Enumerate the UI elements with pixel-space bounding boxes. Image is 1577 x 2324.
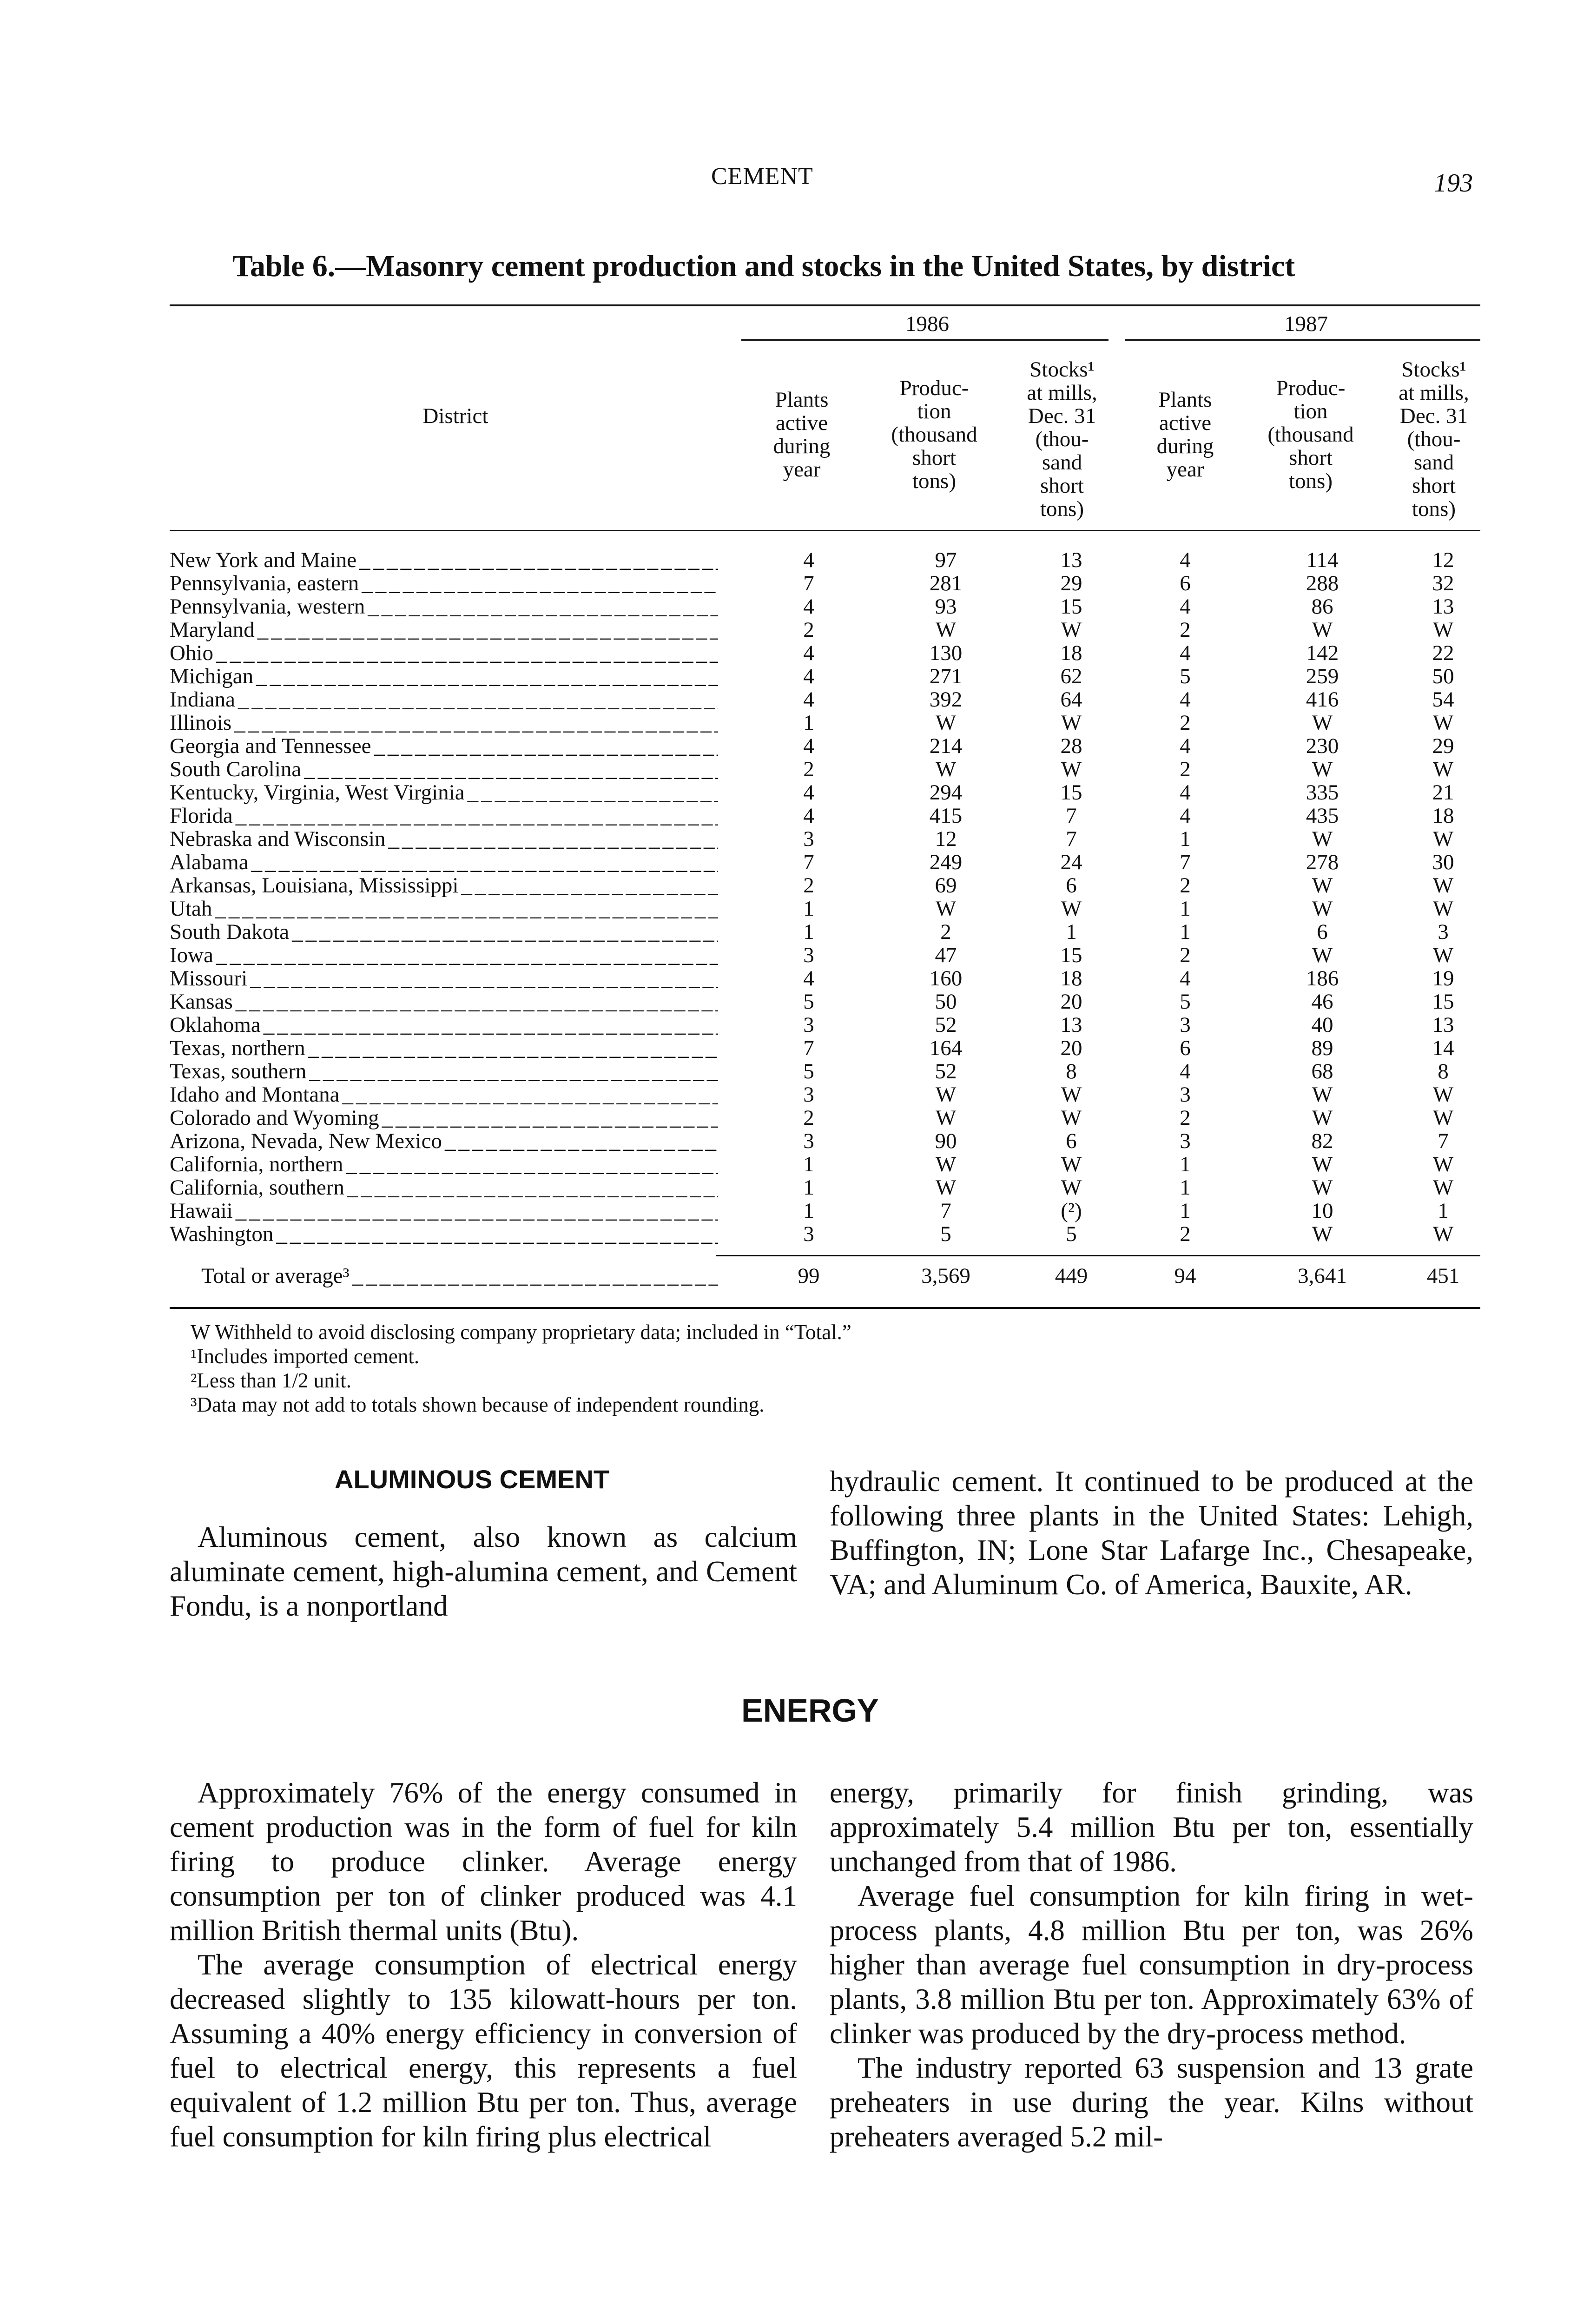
table-row	[170, 1083, 1480, 1106]
district-name: Colorado and Wyoming _____	[170, 1106, 718, 1129]
stocks-1987-cell: 50	[1432, 664, 1454, 688]
table-row	[170, 1060, 1480, 1083]
plants-1987-cell: 4	[1180, 780, 1191, 805]
district-name: Nebraska and Wisconsin _____	[170, 827, 718, 851]
district-name: Ohio _____	[170, 641, 718, 665]
table-row	[170, 1153, 1480, 1176]
stocks-1986-cell: 15	[1060, 594, 1082, 619]
production-1987-cell: W	[1312, 827, 1333, 851]
energy-left-column	[170, 1776, 797, 2154]
stocks-1987-cell: W	[1432, 757, 1454, 781]
plants-1986-cell: 3	[803, 827, 814, 851]
production-1987-cell: 68	[1311, 1059, 1333, 1083]
table-row	[170, 1106, 1480, 1129]
production-1986-cell: W	[935, 897, 957, 921]
stocks-1987-cell: 8	[1438, 1059, 1449, 1083]
production-1987-cell: 186	[1306, 966, 1339, 990]
stocks-1986-cell: 18	[1060, 966, 1082, 990]
plants-1987-cell: 5	[1180, 664, 1191, 688]
plants-1987-cell: 1	[1180, 1175, 1191, 1200]
table-row	[170, 1176, 1480, 1199]
plants-header-1986: Plants active during year	[773, 388, 831, 482]
production-1987-cell: W	[1312, 943, 1333, 967]
stocks-1987-cell: W	[1432, 1175, 1454, 1200]
footnote-w: W Withheld to avoid disclosing company proprietary data; included in “Total.”	[191, 1320, 851, 1344]
production-1987-cell: W	[1312, 897, 1333, 921]
stocks-1987-cell: 18	[1432, 804, 1454, 828]
plants-1986-cell: 7	[803, 571, 814, 595]
total-row	[170, 1262, 1480, 1290]
production-1986-cell: 214	[929, 734, 963, 758]
district-name: California, southern _____	[170, 1176, 718, 1199]
plants-1986-cell: 3	[803, 943, 814, 967]
table-body	[170, 548, 1480, 1246]
stocks-1987-cell: 15	[1432, 990, 1454, 1014]
plants-1987-cell: 3	[1180, 1129, 1191, 1153]
plants-1986-cell: 5	[803, 1059, 814, 1083]
plants-1987-cell: 4	[1180, 804, 1191, 828]
plants-1986-cell: 3	[803, 1013, 814, 1037]
production-1987-cell: 114	[1306, 548, 1339, 572]
district-name: Texas, northern _____	[170, 1037, 718, 1060]
production-1986-cell: 271	[929, 664, 963, 688]
plants-1987-cell: 3	[1180, 1013, 1191, 1037]
plants-1986-cell: 4	[803, 780, 814, 805]
production-header-1986: Produc- tion (thousand short tons)	[891, 376, 977, 493]
stocks-1986-cell: 7	[1066, 804, 1077, 828]
district-name: New York and Maine _____	[170, 548, 718, 572]
district-name: Pennsylvania, western _____	[170, 595, 718, 618]
production-1987-cell: W	[1312, 1152, 1333, 1176]
stocks-1986-cell: 15	[1060, 943, 1082, 967]
stocks-1987-cell: 19	[1432, 966, 1454, 990]
table-row	[170, 851, 1480, 874]
production-1986-cell: W	[935, 1106, 957, 1130]
stocks-1986-cell: 7	[1066, 827, 1077, 851]
stocks-1986-cell: 18	[1060, 641, 1082, 665]
production-1987-cell: 6	[1317, 920, 1328, 944]
stocks-header-1987: Stocks¹ at mills, Dec. 31 (thou- sand short tons)	[1399, 357, 1469, 521]
plants-1987-cell: 1	[1180, 827, 1191, 851]
plants-1987-cell: 1	[1180, 897, 1191, 921]
stocks-1987-cell: W	[1432, 1083, 1454, 1107]
production-1987-cell: 46	[1311, 990, 1333, 1014]
district-name: Oklahoma _____	[170, 1013, 718, 1037]
table-row	[170, 758, 1480, 781]
table-row	[170, 874, 1480, 897]
district-name: Missouri _____	[170, 967, 718, 990]
district-name: Maryland _____	[170, 618, 718, 641]
stocks-1986-cell: 20	[1060, 990, 1082, 1014]
stocks-1986-cell: 13	[1060, 1013, 1082, 1037]
production-1987-cell: 40	[1311, 1013, 1333, 1037]
stocks-1987-cell: 3	[1438, 920, 1449, 944]
plants-1986-cell: 1	[803, 920, 814, 944]
district-name: Hawaii _____	[170, 1199, 718, 1222]
stocks-1987-cell: W	[1432, 1106, 1454, 1130]
plants-1986-cell: 4	[803, 664, 814, 688]
stocks-1986-cell: W	[1061, 1152, 1082, 1176]
aluminous-left-text: Aluminous cement, also known as calcium aluminate cement, high-alumina cement, and Cement Fondu, is a nonportland	[170, 1521, 797, 1622]
plants-1987-cell: 1	[1180, 920, 1191, 944]
stocks-1986-cell: 64	[1060, 687, 1082, 712]
stocks-1986-cell: 1	[1066, 920, 1077, 944]
production-1986-cell: 294	[929, 780, 963, 805]
production-1986-cell: 69	[935, 873, 957, 898]
production-1987-cell: 10	[1311, 1199, 1333, 1223]
district-name: South Carolina _____	[170, 758, 718, 781]
energy-right-column	[830, 1776, 1473, 2154]
stocks-1986-cell: 24	[1060, 850, 1082, 874]
plants-1986-cell: 3	[803, 1129, 814, 1153]
plants-1987-cell: 2	[1180, 1222, 1191, 1246]
production-1986-cell: 50	[935, 990, 957, 1014]
production-1987-cell: W	[1312, 1175, 1333, 1200]
district-name: Iowa _____	[170, 944, 718, 967]
stocks-1986-cell: 6	[1066, 1129, 1077, 1153]
table-top-rule	[170, 304, 1480, 306]
stocks-1986-cell: (²)	[1061, 1199, 1082, 1223]
plants-1987-cell: 2	[1180, 943, 1191, 967]
production-1987-cell: 86	[1311, 594, 1333, 619]
district-name: California, northern _____	[170, 1153, 718, 1176]
plants-1987-cell: 6	[1180, 571, 1191, 595]
plants-1987-cell: 1	[1180, 1152, 1191, 1176]
energy-right-para-2: Average fuel consumption for kiln firing in wet-process plants, 4.8 million Btu per ton, was 26% higher than average fuel consumption in dry-process plants, 3.8 million Btu per ton. Approximately 63% of clinker was produced by the dry-process method.	[830, 1880, 1473, 2050]
production-1986-cell: 281	[929, 571, 963, 595]
production-1986-cell: 164	[929, 1036, 963, 1060]
production-1986-cell: 52	[935, 1059, 957, 1083]
plants-1986-cell: 1	[803, 711, 814, 735]
plants-header-1987: Plants active during year	[1156, 388, 1214, 482]
plants-1987-cell: 6	[1180, 1036, 1191, 1060]
table-row	[170, 734, 1480, 758]
total-stocks-1987: 451	[1426, 1264, 1460, 1288]
table-row	[170, 572, 1480, 595]
energy-left-para-2: The average consumption of electrical energy decreased slightly to 135 kilowatt-hours per ton. Assuming a 40% energy efficiency in conversion of fuel to electrical energy, this represents a fuel equivalent of 1.2 million Btu per ton. Thus, average fuel consumption for kiln firing plus electrical	[170, 1948, 797, 2153]
stocks-1986-cell: W	[1061, 1175, 1082, 1200]
stocks-1987-cell: W	[1432, 1222, 1454, 1246]
table-row	[170, 804, 1480, 827]
stocks-1987-cell: 13	[1432, 594, 1454, 619]
total-production-1987: 3,641	[1298, 1264, 1347, 1288]
total-stocks-1986: 449	[1055, 1264, 1088, 1288]
stocks-1986-cell: 5	[1066, 1222, 1077, 1246]
table-row	[170, 920, 1480, 944]
table-row	[170, 944, 1480, 967]
production-1986-cell: 392	[929, 687, 963, 712]
stocks-1987-cell: 54	[1432, 687, 1454, 712]
district-name: Pennsylvania, eastern _____	[170, 572, 718, 595]
production-1987-cell: 230	[1306, 734, 1339, 758]
header-bottom-rule	[170, 530, 1480, 531]
plants-1987-cell: 2	[1180, 757, 1191, 781]
table-row	[170, 1037, 1480, 1060]
plants-1987-cell: 1	[1180, 1199, 1191, 1223]
stocks-1986-cell: W	[1061, 757, 1082, 781]
stocks-1986-cell: 29	[1060, 571, 1082, 595]
plants-1987-cell: 5	[1180, 990, 1191, 1014]
production-1986-cell: 415	[929, 804, 963, 828]
total-rule	[716, 1255, 1480, 1256]
stocks-1987-cell: W	[1432, 1152, 1454, 1176]
table-row	[170, 711, 1480, 734]
production-1987-cell: 142	[1306, 641, 1339, 665]
production-1987-cell: 259	[1306, 664, 1339, 688]
plants-1987-cell: 4	[1180, 641, 1191, 665]
production-1987-cell: 89	[1311, 1036, 1333, 1060]
production-1986-cell: 130	[929, 641, 963, 665]
stocks-1986-cell: W	[1061, 1106, 1082, 1130]
production-1987-cell: 435	[1306, 804, 1339, 828]
plants-1986-cell: 4	[803, 687, 814, 712]
energy-left-para-1: Approximately 76% of the energy consumed in cement production was in the form of fuel for kiln firing to produce clinker. Average energy consumption per ton of clinker produced was 4.1 million British thermal units (Btu).	[170, 1776, 797, 1947]
district-name: Michigan _____	[170, 665, 718, 688]
production-1986-cell: 47	[935, 943, 957, 967]
plants-1987-cell: 3	[1180, 1083, 1191, 1107]
table-row	[170, 548, 1480, 572]
district-name: Arizona, Nevada, New Mexico _____	[170, 1129, 718, 1153]
running-head: CEMENT	[711, 163, 813, 190]
stocks-1987-cell: 13	[1432, 1013, 1454, 1037]
table-row	[170, 967, 1480, 990]
plants-1986-cell: 2	[803, 757, 814, 781]
stocks-1986-cell: 8	[1066, 1059, 1077, 1083]
plants-1986-cell: 5	[803, 990, 814, 1014]
plants-1987-cell: 2	[1180, 711, 1191, 735]
page-number: 193	[1434, 169, 1473, 198]
production-1987-cell: 416	[1306, 687, 1339, 712]
table-title: Table 6.—Masonry cement production and stocks in the United States, by district	[232, 249, 1295, 283]
table-row	[170, 990, 1480, 1013]
plants-1987-cell: 4	[1180, 687, 1191, 712]
plants-1986-cell: 2	[803, 873, 814, 898]
total-label: Total or average³ _____	[201, 1262, 718, 1290]
plants-1987-cell: 2	[1180, 873, 1191, 898]
table-row	[170, 781, 1480, 804]
stocks-1986-cell: 6	[1066, 873, 1077, 898]
energy-right-para-3: The industry reported 63 suspension and 13 grate preheaters in use during the year. Kilns without preheaters averaged 5.2 mil-	[830, 2052, 1473, 2153]
stocks-1987-cell: 30	[1432, 850, 1454, 874]
plants-1986-cell: 7	[803, 850, 814, 874]
total-plants-1986: 99	[798, 1264, 820, 1288]
rule-1987	[1125, 339, 1480, 341]
table-row	[170, 1222, 1480, 1246]
district-name: Georgia and Tennessee _____	[170, 734, 718, 758]
table-row	[170, 897, 1480, 920]
table-row	[170, 595, 1480, 618]
table-row	[170, 665, 1480, 688]
production-1987-cell: W	[1312, 1222, 1333, 1246]
district-name: Washington _____	[170, 1222, 718, 1246]
plants-1987-cell: 4	[1180, 966, 1191, 990]
stocks-1986-cell: W	[1061, 711, 1082, 735]
production-1987-cell: 82	[1311, 1129, 1333, 1153]
plants-1986-cell: 4	[803, 594, 814, 619]
production-1986-cell: 249	[929, 850, 963, 874]
district-name: Kentucky, Virginia, West Virginia _____	[170, 781, 718, 804]
stocks-1986-cell: 15	[1060, 780, 1082, 805]
stocks-1987-cell: W	[1432, 618, 1454, 642]
stocks-1987-cell: 1	[1438, 1199, 1449, 1223]
plants-1986-cell: 4	[803, 641, 814, 665]
table-row	[170, 1199, 1480, 1222]
plants-1986-cell: 2	[803, 618, 814, 642]
stocks-1987-cell: W	[1432, 711, 1454, 735]
plants-1986-cell: 1	[803, 1152, 814, 1176]
plants-1987-cell: 2	[1180, 1106, 1191, 1130]
table-row	[170, 688, 1480, 711]
plants-1986-cell: 1	[803, 1199, 814, 1223]
production-1987-cell: 278	[1306, 850, 1339, 874]
stocks-1987-cell: 29	[1432, 734, 1454, 758]
rule-1986	[741, 339, 1109, 341]
stocks-1987-cell: 7	[1438, 1129, 1449, 1153]
plants-1986-cell: 3	[803, 1222, 814, 1246]
district-name: Kansas _____	[170, 990, 718, 1013]
district-name: Indiana _____	[170, 688, 718, 711]
plants-1986-cell: 3	[803, 1083, 814, 1107]
production-header-1987: Produc- tion (thousand short tons)	[1267, 376, 1354, 493]
plants-1986-cell: 4	[803, 548, 814, 572]
aluminous-right-text: hydraulic cement. It continued to be produced at the following three plants in the United States: Lehigh, Buffington, IN; Lone Star Lafarge Inc., Chesapeake, VA; and Aluminum Co. of America, Bauxite, AR.	[830, 1465, 1473, 1601]
production-1986-cell: W	[935, 1152, 957, 1176]
plants-1987-cell: 4	[1180, 548, 1191, 572]
aluminous-heading: ALUMINOUS CEMENT	[335, 1465, 610, 1494]
plants-1987-cell: 4	[1180, 734, 1191, 758]
production-1987-cell: 288	[1306, 571, 1339, 595]
table-row	[170, 827, 1480, 851]
stocks-1986-cell: W	[1061, 897, 1082, 921]
district-name: Florida _____	[170, 804, 718, 827]
district-header: District	[422, 404, 488, 428]
stocks-1987-cell: W	[1432, 943, 1454, 967]
plants-1986-cell: 2	[803, 1106, 814, 1130]
stocks-1986-cell: 28	[1060, 734, 1082, 758]
production-1987-cell: W	[1312, 711, 1333, 735]
plants-1986-cell: 4	[803, 804, 814, 828]
production-1986-cell: 5	[940, 1222, 951, 1246]
district-name: Arkansas, Louisiana, Mississippi _____	[170, 874, 718, 897]
stocks-1987-cell: 32	[1432, 571, 1454, 595]
total-production-1986: 3,569	[921, 1264, 970, 1288]
district-name: South Dakota _____	[170, 920, 718, 944]
stocks-1987-cell: W	[1432, 897, 1454, 921]
plants-1987-cell: 2	[1180, 618, 1191, 642]
district-name: Utah _____	[170, 897, 718, 920]
production-1986-cell: 90	[935, 1129, 957, 1153]
table-bottom-rule	[170, 1307, 1480, 1309]
stocks-1987-cell: 12	[1432, 548, 1454, 572]
plants-1986-cell: 1	[803, 1175, 814, 1200]
production-1987-cell: W	[1312, 873, 1333, 898]
plants-1986-cell: 4	[803, 734, 814, 758]
year-1987-label: 1987	[1284, 312, 1328, 336]
plants-1987-cell: 4	[1180, 1059, 1191, 1083]
year-1986-label: 1986	[905, 312, 949, 336]
production-1986-cell: W	[935, 1175, 957, 1200]
production-1987-cell: 335	[1306, 780, 1339, 805]
stocks-1986-cell: 62	[1060, 664, 1082, 688]
production-1987-cell: W	[1312, 1083, 1333, 1107]
stocks-1986-cell: W	[1061, 618, 1082, 642]
plants-1987-cell: 4	[1180, 594, 1191, 619]
stocks-1987-cell: W	[1432, 827, 1454, 851]
stocks-1987-cell: 21	[1432, 780, 1454, 805]
plants-1986-cell: 4	[803, 966, 814, 990]
plants-1986-cell: 1	[803, 897, 814, 921]
stocks-1987-cell: 14	[1432, 1036, 1454, 1060]
production-1987-cell: W	[1312, 618, 1333, 642]
district-name: Alabama _____	[170, 851, 718, 874]
energy-right-para-1: energy, primarily for finish grinding, was approximately 5.4 million Btu per ton, essentially unchanged from that of 1986.	[830, 1776, 1473, 1878]
table-row	[170, 1013, 1480, 1037]
total-plants-1987: 94	[1174, 1264, 1196, 1288]
district-name: Texas, southern _____	[170, 1060, 718, 1083]
footnote-2: ²Less than 1/2 unit.	[191, 1369, 351, 1392]
production-1986-cell: 160	[929, 966, 963, 990]
table-row	[170, 618, 1480, 641]
plants-1986-cell: 7	[803, 1036, 814, 1060]
footnote-3: ³Data may not add to totals shown because of independent rounding.	[191, 1393, 765, 1416]
production-1986-cell: 7	[940, 1199, 951, 1223]
production-1986-cell: W	[935, 711, 957, 735]
energy-heading: ENERGY	[741, 1692, 879, 1729]
stocks-1986-cell: W	[1061, 1083, 1082, 1107]
stocks-1987-cell: 22	[1432, 641, 1454, 665]
production-1986-cell: 52	[935, 1013, 957, 1037]
production-1987-cell: W	[1312, 1106, 1333, 1130]
stocks-1986-cell: 20	[1060, 1036, 1082, 1060]
district-name: Idaho and Montana _____	[170, 1083, 718, 1106]
stocks-1986-cell: 13	[1060, 548, 1082, 572]
district-name: Illinois _____	[170, 711, 718, 734]
production-1986-cell: 12	[935, 827, 957, 851]
stocks-header-1986: Stocks¹ at mills, Dec. 31 (thou- sand short tons)	[1027, 357, 1097, 521]
plants-1987-cell: 7	[1180, 850, 1191, 874]
production-1986-cell: W	[935, 618, 957, 642]
footnote-1: ¹Includes imported cement.	[191, 1345, 420, 1368]
production-1986-cell: 2	[940, 920, 951, 944]
production-1986-cell: 97	[935, 548, 957, 572]
table-row	[170, 641, 1480, 665]
table-row	[170, 1129, 1480, 1153]
production-1987-cell: W	[1312, 757, 1333, 781]
production-1986-cell: W	[935, 1083, 957, 1107]
production-1986-cell: 93	[935, 594, 957, 619]
production-1986-cell: W	[935, 757, 957, 781]
stocks-1987-cell: W	[1432, 873, 1454, 898]
